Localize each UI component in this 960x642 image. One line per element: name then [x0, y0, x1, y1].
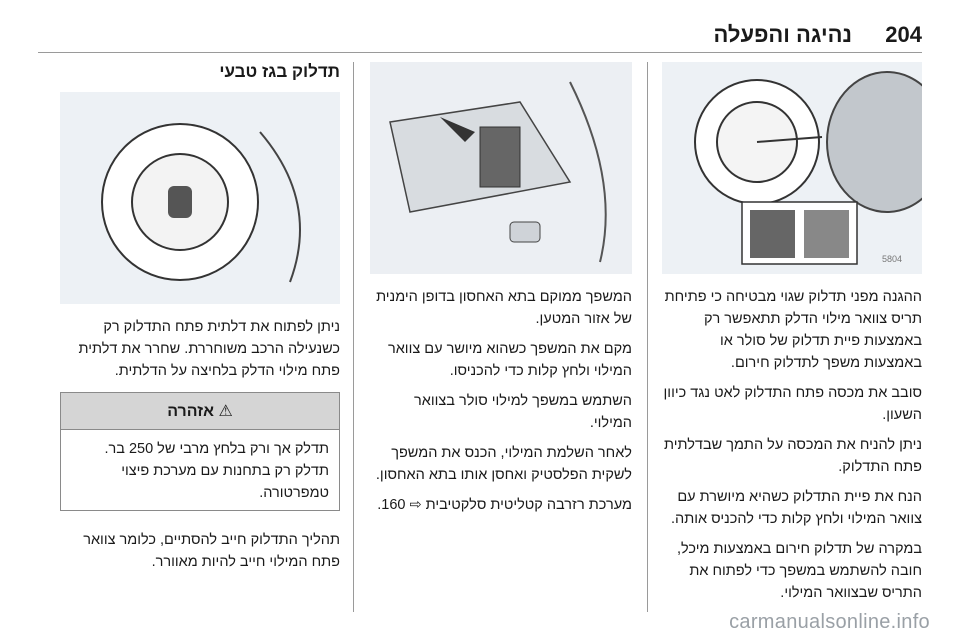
body-paragraph: מקם את המשפך כשהוא מיושר עם צוואר המילוי ולחץ קלות כדי להכניסו. [387, 341, 632, 379]
body-paragraph: סובב את מכסה פתח התדלוק לאט נגד כיוון השעון. [663, 385, 922, 423]
section-title: תדלוק בגז טבעי [219, 62, 340, 81]
right-column [662, 62, 922, 612]
page-title: נהיגה והפעלה [713, 22, 852, 47]
warning-box [60, 392, 340, 511]
body-paragraph: ניתן לפתוח את דלתית פתח התדלוק רק כשנעילה הרכב משוחררת. שחרר את דלתית פתח מילוי הדלק בלחיצה על הדלתית. [78, 319, 340, 379]
body-paragraph: תהליך התדלוק חייב להסתיים, כלומר צוואר פתח המילוי חייב להיות מאוורר. [83, 532, 340, 570]
body-paragraph: מערכת רזרבה קטליטית סלקטיבית ⇨ 160. [377, 497, 632, 513]
column-divider [353, 62, 354, 612]
header-rule [38, 52, 922, 53]
warning-text: תדלק אך ורק בלחץ מרבי של 250 בר. תדלק רק בתחנות עם מערכת פיצוי טמפרטורה. [104, 441, 329, 501]
funnel-storage-figure [370, 62, 632, 274]
page-number: 204 [885, 22, 922, 47]
body-paragraph: המשפך ממוקם בתא האחסון בדופן הימנית של אזור המטען. [376, 289, 632, 327]
natural-gas-filler-figure [60, 92, 340, 304]
body-paragraph: ניתן להניח את המכסה על התמך שבדלתית פתח התדלוק. [664, 437, 922, 475]
column-divider [647, 62, 648, 612]
body-paragraph: השתמש במשפך למילוי סולר בצוואר המילוי. [414, 393, 632, 431]
left-column [60, 62, 340, 581]
warning-heading: ⚠ אזהרה [61, 393, 339, 430]
svg-text:5804: 5804 [881, 254, 902, 264]
body-paragraph: לאחר השלמת המילוי, הכנס את המשפך לשקית הפלסטיק ואחסן אותו בתא האחסון. [375, 445, 632, 483]
middle-column [370, 62, 632, 524]
warning-body [61, 430, 339, 510]
body-paragraph: הנח את פיית התדלוק כשהיא מיושרת עם צוואר המילוי ולחץ קלות כדי להכניס אותה. [671, 489, 922, 527]
body-paragraph: ההגנה מפני תדלוק שגוי מבטיחה כי פתיחת תריס צוואר מילוי הדלק תתאפשר רק באמצעות פיית תדלוק של סולר או באמצעות משפך לתדלוק חירום. [664, 289, 922, 371]
fuel-filler-misfuel-figure [662, 62, 922, 274]
page-header [0, 22, 960, 50]
body-paragraph: במקרה של תדלוק חירום באמצעות מיכל, חובה להשתמש במשפך כדי לפתוח את התריס שבצוואר המילוי. [676, 541, 922, 601]
warning-triangle-icon: ⚠ [218, 403, 233, 420]
watermark: carmanualsonline.info [729, 611, 930, 633]
